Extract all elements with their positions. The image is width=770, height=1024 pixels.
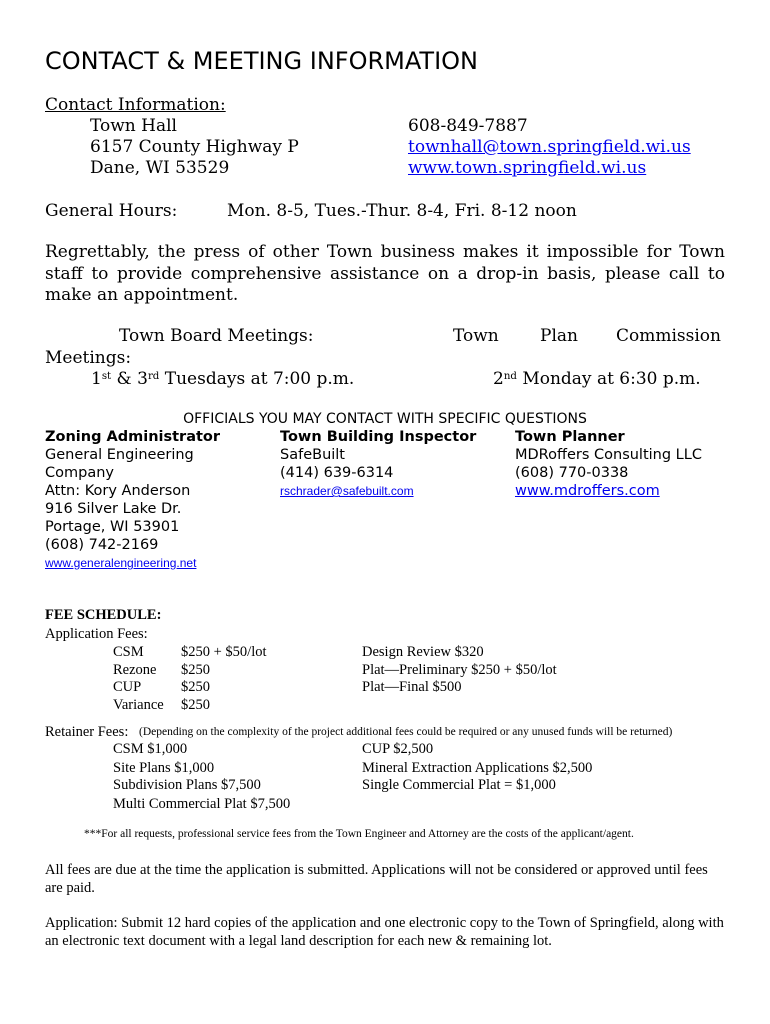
retainer-item: CUP $2,500 xyxy=(362,741,434,757)
fee-amount: $250 xyxy=(181,662,210,678)
plan-meeting-schedule: 2nd Monday at 6:30 p.m. xyxy=(493,369,701,389)
retainer-item: Site Plans $1,000 xyxy=(113,760,215,776)
zoning-admin-line: Attn: Kory Anderson xyxy=(45,483,191,499)
building-inspector-title: Town Building Inspector xyxy=(280,429,477,445)
fee-name: Variance xyxy=(113,697,164,713)
address-line: Town Hall xyxy=(90,116,177,136)
building-inspector-company: SafeBuilt xyxy=(280,447,345,463)
board-meetings-label: Town Board Meetings: xyxy=(119,326,314,346)
town-planner-phone: (608) 770-0338 xyxy=(515,465,629,481)
email-link[interactable]: townhall@town.springfield.wi.us xyxy=(408,137,691,157)
zoning-admin-title: Zoning Administrator xyxy=(45,429,221,445)
zoning-admin-line: Company xyxy=(45,465,114,481)
contact-heading: Contact Information: xyxy=(45,95,226,115)
plan-label-word: Town xyxy=(453,326,499,346)
address-line: Dane, WI 53529 xyxy=(90,158,230,178)
fee-schedule-heading: FEE SCHEDULE: xyxy=(45,607,162,623)
zoning-admin-website-link[interactable]: www.generalengineering.net xyxy=(45,556,197,570)
zoning-admin-line: 916 Silver Lake Dr. xyxy=(45,501,182,517)
plan-label-continued: Meetings: xyxy=(45,348,132,368)
town-planner-title: Town Planner xyxy=(515,429,625,445)
fee-amount: $250 xyxy=(181,679,210,695)
hours-label: General Hours: xyxy=(45,201,178,221)
zoning-admin-phone: (608) 742-2169 xyxy=(45,537,159,553)
page-title: CONTACT & MEETING INFORMATION xyxy=(45,47,478,75)
address-line: 6157 County Highway P xyxy=(90,137,299,157)
fees-due-note: All fees are due at the time the application is submitted. Applications will not be considered or approved until fees are paid. xyxy=(45,862,708,896)
professional-fees-footnote: ***For all requests, professional service fees from the Town Engineer and Attorney are the costs of the applicant/agent. xyxy=(84,828,634,840)
fee-item: Plat—Final $500 xyxy=(362,679,462,695)
submission-note: Application: Submit 12 hard copies of the application and one electronic copy to the Town of Springfield, along with an electronic text document with a legal land description for each new & remaining lot. xyxy=(45,915,724,949)
retainer-item: Single Commercial Plat = $1,000 xyxy=(362,777,556,793)
website-link[interactable]: www.town.springfield.wi.us xyxy=(408,158,647,178)
fee-name: CSM xyxy=(113,644,144,660)
phone-number: 608-849-7887 xyxy=(408,116,528,136)
retainer-item: Multi Commercial Plat $7,500 xyxy=(113,796,291,812)
town-planner-website-link[interactable]: www.mdroffers.com xyxy=(515,483,660,499)
plan-label-word: Commission xyxy=(616,326,721,346)
officials-heading: OFFICIALS YOU MAY CONTACT WITH SPECIFIC QUESTIONS xyxy=(183,411,587,427)
hours-value: Mon. 8-5, Tues.-Thur. 8-4, Fri. 8-12 noon xyxy=(227,201,577,221)
fee-item: Design Review $320 xyxy=(362,644,484,660)
retainer-item: Subdivision Plans $7,500 xyxy=(113,777,261,793)
appointment-notice: Regrettably, the press of other Town business makes it impossible for Town staff to provide comprehensive assistance on a drop-in basis, please call to make an appointment. xyxy=(45,242,725,305)
building-inspector-phone: (414) 639-6314 xyxy=(280,465,394,481)
board-meeting-schedule: 1st & 3rd Tuesdays at 7:00 p.m. xyxy=(91,369,355,389)
town-planner-company: MDRoffers Consulting LLC xyxy=(515,447,702,463)
fee-name: CUP xyxy=(113,679,142,695)
building-inspector-email-link[interactable]: rschrader@safebuilt.com xyxy=(280,484,414,498)
retainer-fees-label: Retainer Fees: xyxy=(45,724,129,740)
fee-name: Rezone xyxy=(113,662,157,678)
zoning-admin-line: General Engineering xyxy=(45,447,194,463)
retainer-fees-note: (Depending on the complexity of the project additional fees could be required or any unused funds will be returned) xyxy=(139,726,673,738)
zoning-admin-line: Portage, WI 53901 xyxy=(45,519,180,535)
plan-label-word: Plan xyxy=(540,326,578,346)
application-fees-label: Application Fees: xyxy=(45,626,148,642)
fee-amount: $250 xyxy=(181,697,210,713)
retainer-item: Mineral Extraction Applications $2,500 xyxy=(362,760,593,776)
fee-item: Plat—Preliminary $250 + $50/lot xyxy=(362,662,557,678)
retainer-item: CSM $1,000 xyxy=(113,741,188,757)
fee-amount: $250 + $50/lot xyxy=(181,644,267,660)
